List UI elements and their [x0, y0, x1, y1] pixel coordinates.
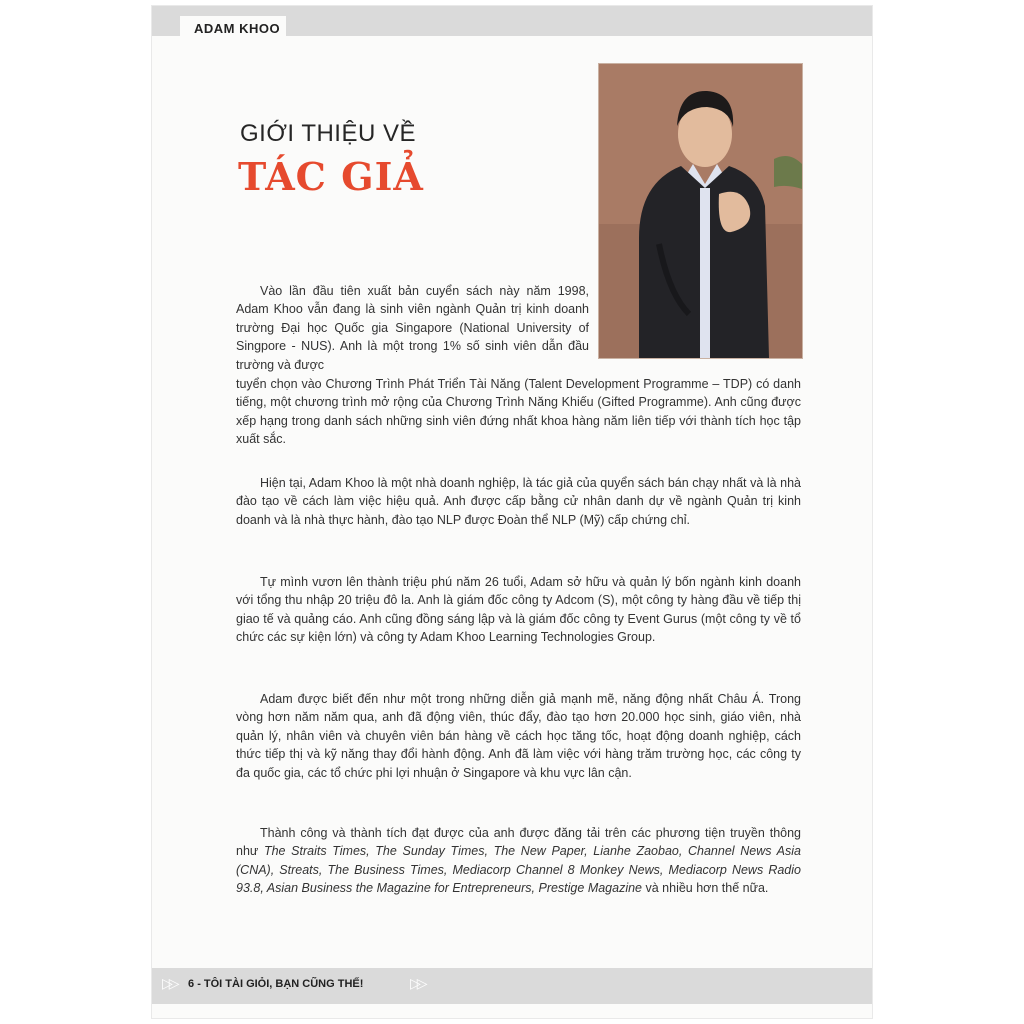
section-title-line2: TÁC GIẢ: [238, 154, 424, 199]
running-title: ADAM KHOO: [180, 16, 286, 42]
header-bar: [152, 6, 872, 36]
footer-title: [188, 978, 363, 990]
paragraph-5-outro: và nhiều hơn thế nữa.: [642, 881, 769, 896]
paragraph-1-part-a: Vào lần đầu tiên xuất bản cuyển sách này năm 1998, Adam Khoo vẫn đang là sinh viên ngành Quản trị kinh doanh trường Đại học Quốc gia Singapore (National University of Singpore - NUS). Anh là một trong 1% số sinh viên dẫn đầu trường và được: [236, 284, 589, 372]
paragraph-4: Adam được biết đến như một trong những diễn giả mạnh mẽ, năng động nhất Châu Á. Trong vòng hơn năm năm qua, anh đã động viên, thúc đẩy, đào tạo hơn 20.000 học sinh, giáo viên, nhà quản lý, nhân viên và chuyên viên bán hàng về cách học tăng tốc, hoạt động doanh nghiệp, cách thức tiếp thị và kỹ năng thay đổi hành động. Anh đã làm việc với hàng trăm trường học, các công ty đa quốc gia, các tổ chức phi lợi nhuận ở Singapore và khu vực lân cận.: [236, 692, 801, 780]
paragraph-1-part-b: tuyển chọn vào Chương Trình Phát Triển Tài Năng (Talent Development Programme – TDP) có danh tiếng, một chương trình mở rộng của Chương Trình Năng Khiếu (Gifted Programme). Anh cũng được xếp hạng trong danh sách những sinh viên đứng nhất khoa hàng năm liên tiếp với thành tích học tập xuất sắc.: [236, 377, 801, 447]
paragraph-5: [236, 824, 801, 898]
page-number: 6: [188, 978, 195, 990]
author-portrait-illustration: [599, 64, 802, 358]
author-portrait-photo: [599, 64, 802, 358]
paragraph-2: Hiện tại, Adam Khoo là một nhà doanh nghiệp, là tác giả của quyển sách bán chạy nhất và là nhà đào tạo về cách làm việc hiệu quả. Anh được cấp bằng cử nhân danh dự về ngành Quản trị kinh doanh và là nhà thực hành, đào tạo NLP được Đoàn thể NLP (Mỹ) cấp chứng chỉ.: [236, 476, 801, 527]
double-arrow-icon: ▷▷: [162, 976, 176, 992]
book-title: - TÔI TÀI GIỎI, BẠN CŨNG THẾ!: [197, 978, 364, 990]
footer-bar: [152, 968, 872, 1004]
book-page: [152, 6, 872, 1018]
paragraph-5-intro: Thành công và thành tích đạt được của anh được đăng tải trên các phương tiện truyền thông như: [236, 826, 801, 859]
section-title-line1: GIỚI THIỆU VỀ: [240, 120, 416, 147]
paragraph-3: Tự mình vươn lên thành triệu phú năm 26 tuổi, Adam sở hữu và quản lý bốn ngành kinh doanh với tổng thu nhập 20 triệu đô la. Anh là giám đốc công ty Adcom (S), một công ty hàng đầu về tiếp thị giao tế và quảng cáo. Anh cũng đồng sáng lập và là giám đốc công ty Event Gurus (một công ty về tổ chức các sự kiện lớn) và công ty Adam Khoo Learning Technologies Group.: [236, 575, 801, 645]
double-arrow-icon: ▷▷: [410, 976, 424, 992]
paragraph-5-media-list: The Straits Times, The Sunday Times, The New Paper, Lianhe Zaobao, Channel News Asia (CNA), Streats, The Business Times, Mediacorp Channel 8 Monkey News, Mediacorp News Radio 93.8, Asian Business the Magazine for Entrepreneurs, Prestige Magazine: [236, 844, 801, 896]
